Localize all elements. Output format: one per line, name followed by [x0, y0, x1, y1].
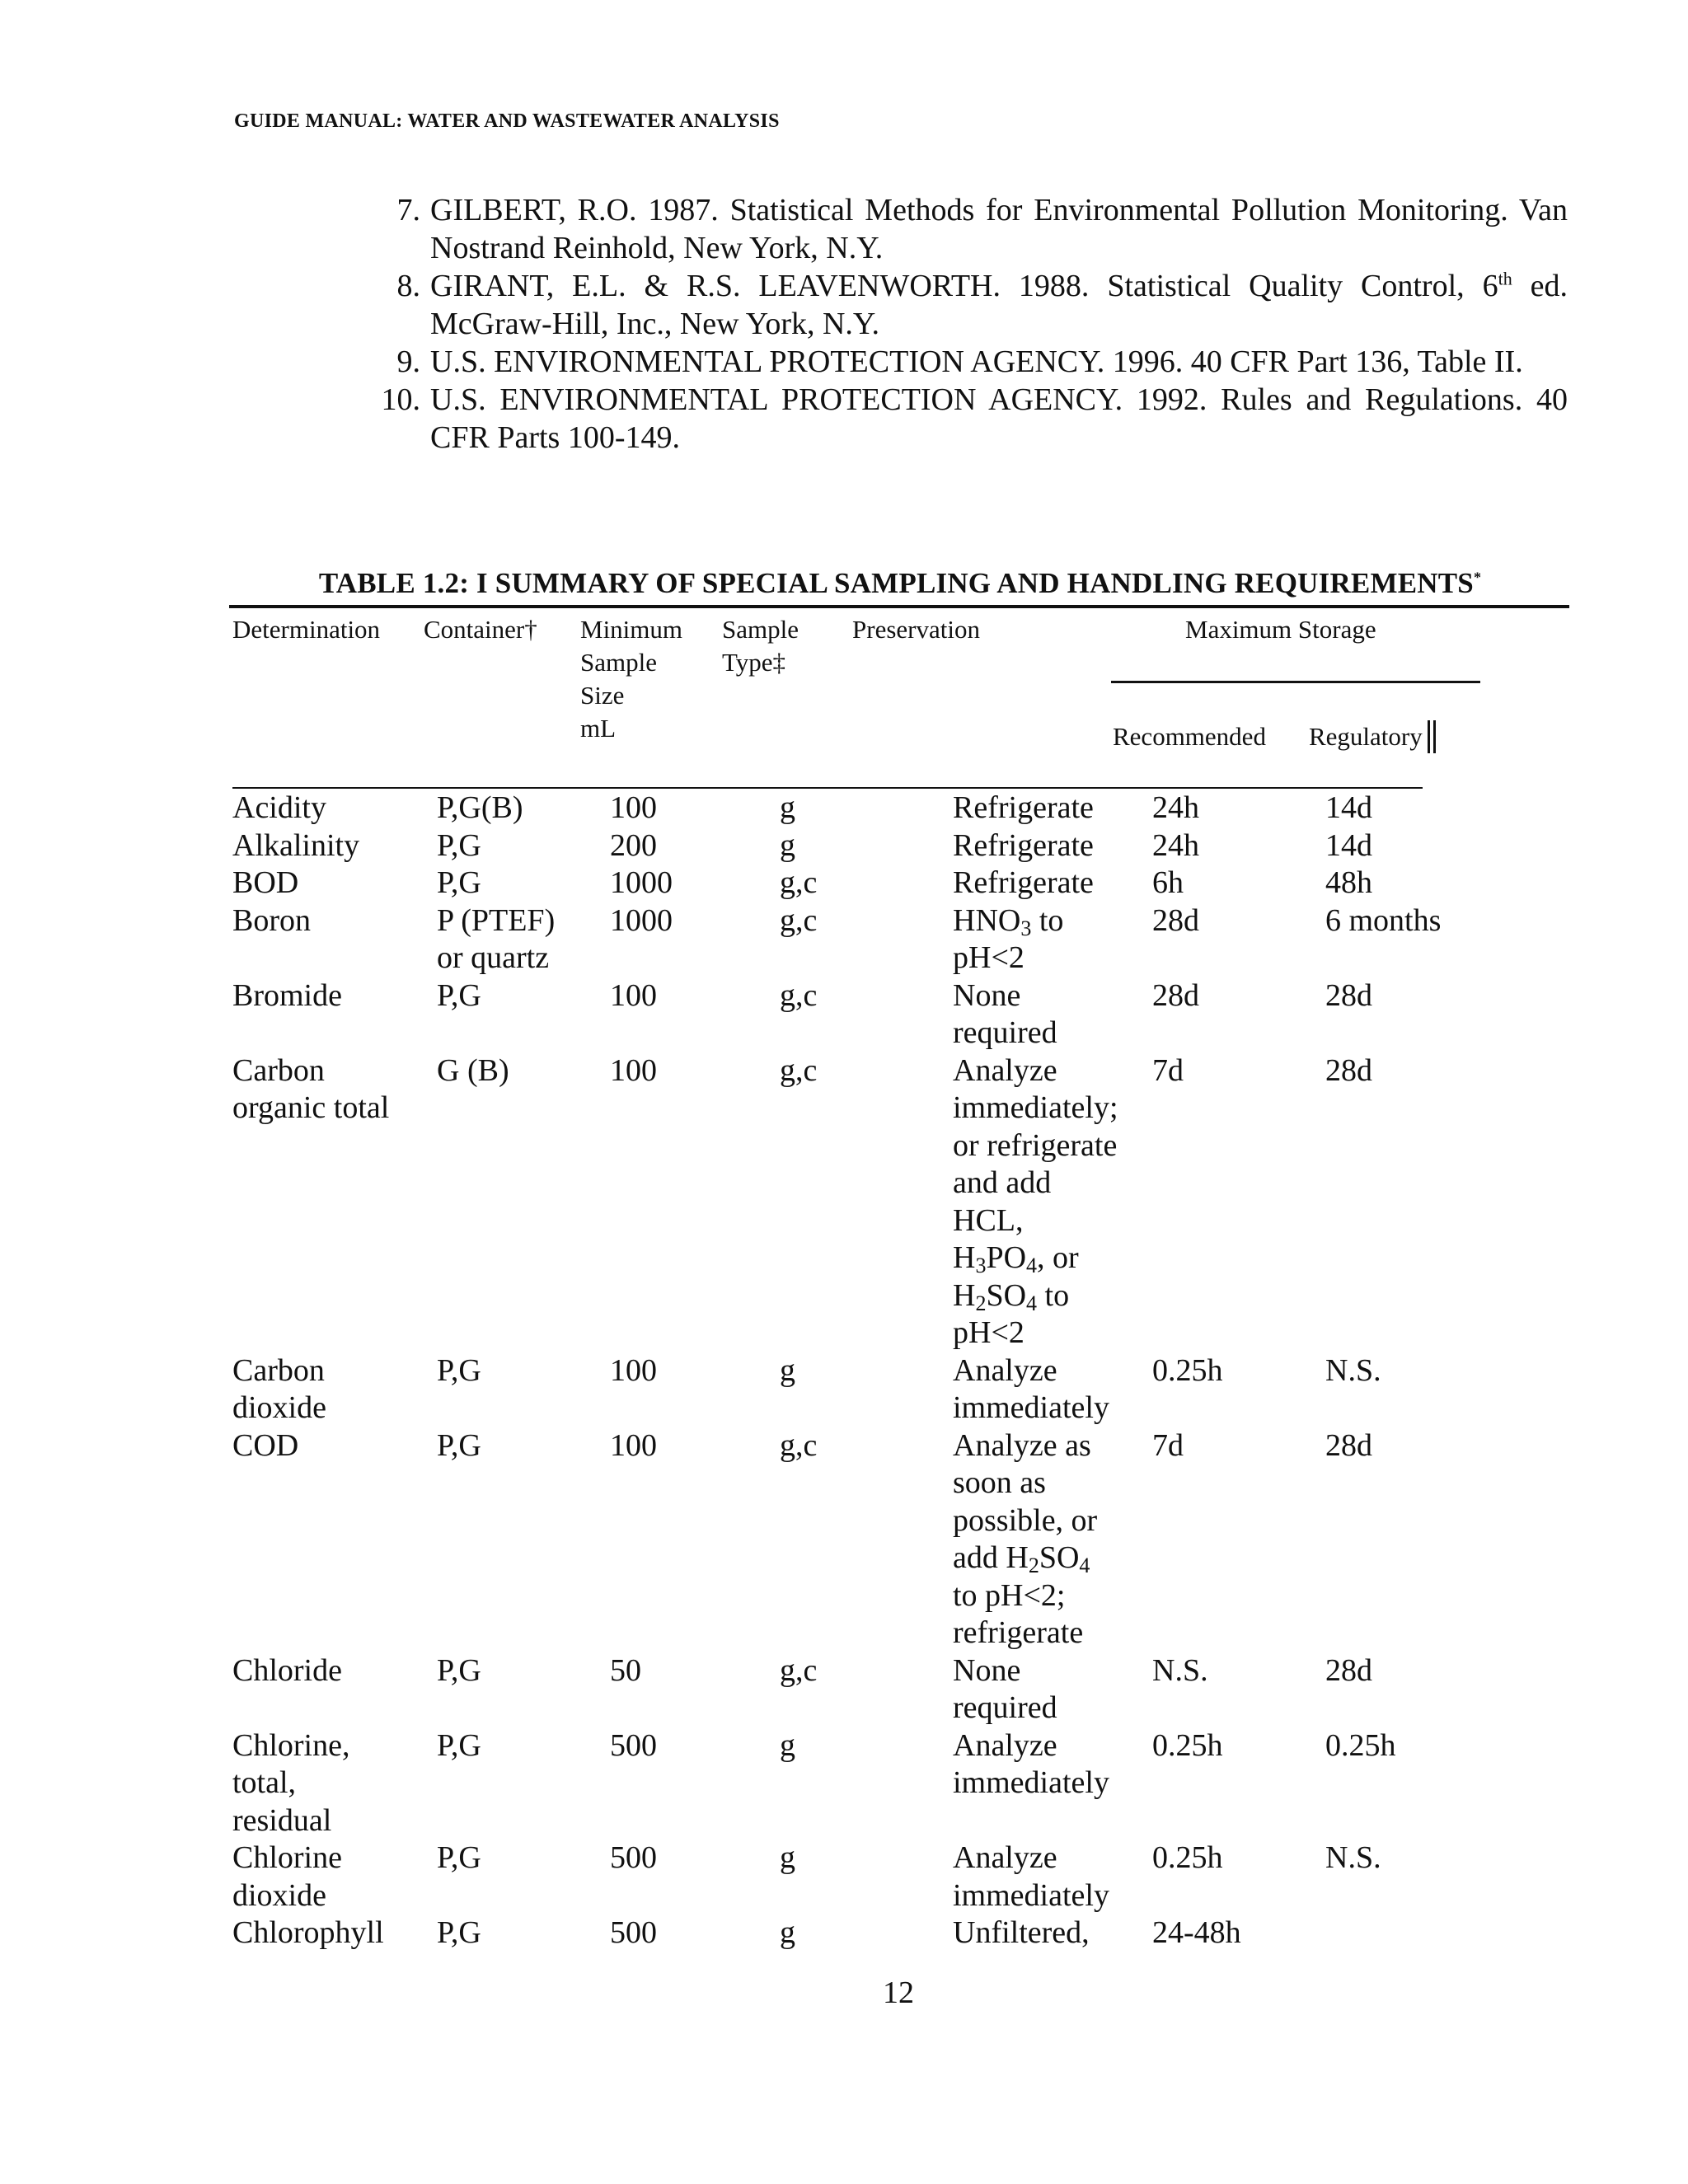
preservation-cell [953, 1840, 1142, 1915]
determination-cell [232, 827, 422, 865]
header-container: Container† [424, 615, 537, 644]
container-cell [437, 865, 585, 902]
container-cell-line: P,G [437, 865, 481, 900]
table-row [0, 1052, 1688, 1352]
determination-cell [232, 790, 422, 827]
regulatory-storage-cell: 28d [1325, 1052, 1372, 1088]
container-cell [437, 827, 585, 865]
sample-type-cell: g,c [780, 902, 818, 938]
sample-size-cell: 50 [610, 1652, 641, 1688]
determination-cell [232, 1840, 422, 1915]
determination-cell-line: Chlorophyll [232, 1915, 384, 1950]
sample-type-cell: g,c [780, 1052, 818, 1088]
header-line: Type‡ [722, 648, 786, 677]
header-regulatory-label: Regulatory [1309, 722, 1423, 751]
sample-size-cell: 100 [610, 1052, 657, 1088]
preservation-cell [953, 977, 1142, 1052]
table-row [0, 865, 1688, 902]
sample-size-cell: 100 [610, 790, 657, 825]
reference-item [376, 381, 1568, 457]
table-row [0, 1427, 1688, 1652]
preservation-cell-line: add $H_2SO_4$ [953, 1540, 1090, 1577]
determination-cell-line: BOD [232, 865, 299, 900]
header-preservation: Preservation [852, 615, 980, 644]
table-header-rule [232, 787, 1423, 789]
determination-cell-line: dioxide [232, 1390, 326, 1425]
preservation-cell-line: $H_2SO_4$ to [953, 1277, 1070, 1315]
reference-number: 10. [381, 382, 420, 417]
header-determination: Determination [232, 615, 381, 644]
regulatory-storage-cell: 14d [1325, 790, 1372, 825]
container-cell-line: P,G [437, 1652, 481, 1688]
recommended-storage-cell: 28d [1152, 977, 1199, 1013]
preservation-cell-line: soon as [953, 1465, 1046, 1500]
table-row [0, 827, 1688, 865]
preservation-cell-line: required [953, 1015, 1057, 1050]
preservation-cell-line: immediately [953, 1765, 1109, 1800]
preservation-cell [953, 1652, 1142, 1727]
container-cell [437, 977, 585, 1015]
determination-cell-line: residual [232, 1802, 332, 1838]
determination-cell-line: Chlorine, [232, 1727, 350, 1763]
container-cell-line: P,G [437, 1727, 481, 1763]
ordinal-superscript: th [1498, 268, 1512, 289]
preservation-cell-line: or refrigerate [953, 1127, 1118, 1163]
container-cell-line: P,G [437, 1427, 481, 1463]
regulatory-storage-cell: 6 months [1325, 902, 1442, 938]
header-line: Size [580, 681, 625, 710]
running-header: GUIDE MANUAL: WATER AND WASTEWATER ANALYSIS [234, 110, 780, 132]
header-line: Sample [580, 648, 657, 677]
header-maximum-storage: Maximum Storage [1185, 615, 1376, 644]
header-minimum-sample-size [580, 613, 682, 745]
preservation-cell [953, 1727, 1142, 1802]
determination-cell-line: Carbon [232, 1352, 325, 1388]
determination-cell-line: total, [232, 1765, 297, 1800]
reference-text-continued: ed. McGraw-Hill, Inc., New York, N.Y. [430, 269, 1568, 341]
container-cell-line: P,G(B) [437, 790, 523, 825]
container-cell [437, 1652, 585, 1690]
container-cell-line: P,G [437, 1352, 481, 1388]
preservation-cell [953, 1052, 1142, 1352]
preservation-cell-line: possible, or [953, 1502, 1098, 1538]
sample-size-cell: 200 [610, 827, 657, 863]
container-cell [437, 1052, 585, 1090]
table-row [0, 1652, 1688, 1727]
preservation-cell [953, 1352, 1142, 1427]
preservation-cell-line: Analyze [953, 1052, 1057, 1088]
reference-text: U.S. ENVIRONMENTAL PROTECTION AGENCY. 1996. 40 CFR Part 136, Table II. [430, 344, 1523, 379]
table-row [0, 1727, 1688, 1840]
reference-item [376, 343, 1568, 381]
header-line: Sample [722, 615, 799, 644]
regulatory-storage-cell: 0.25h [1325, 1727, 1396, 1763]
preservation-cell-line: $HNO_3$ to [953, 902, 1064, 940]
preservation-cell-line: Analyze [953, 1352, 1057, 1388]
sample-size-cell: 100 [610, 1427, 657, 1463]
recommended-storage-cell: 0.25h [1152, 1727, 1223, 1763]
recommended-storage-cell: N.S. [1152, 1652, 1208, 1688]
regulatory-storage-cell: 28d [1325, 977, 1372, 1013]
container-cell-line: P,G [437, 827, 481, 863]
container-cell-line: P (PTEF) [437, 902, 556, 938]
container-cell [437, 1727, 585, 1765]
table-row [0, 902, 1688, 977]
preservation-cell-line: Unfiltered, [953, 1915, 1090, 1950]
preservation-cell-line: Refrigerate [953, 865, 1094, 900]
regulatory-storage-cell: 28d [1325, 1427, 1372, 1463]
recommended-storage-cell: 24-48h [1152, 1915, 1241, 1950]
preservation-cell [953, 902, 1142, 977]
preservation-cell-line: pH<2 [953, 940, 1025, 975]
determination-cell [232, 1352, 422, 1427]
table-body [0, 790, 1688, 1952]
determination-cell-line: Boron [232, 902, 311, 938]
table-row [0, 1915, 1688, 1952]
sample-type-cell: g,c [780, 865, 818, 900]
recommended-storage-cell: 0.25h [1152, 1840, 1223, 1875]
regulatory-storage-cell: 28d [1325, 1652, 1372, 1688]
reference-text: GIRANT, E.L. & R.S. LEAVENWORTH. 1988. Statistical Quality Control, 6 [430, 269, 1498, 303]
recommended-storage-cell: 7d [1152, 1427, 1184, 1463]
table-top-rule [229, 605, 1569, 608]
determination-cell-line: Bromide [232, 977, 342, 1013]
reference-list [376, 191, 1568, 457]
container-cell [437, 1915, 585, 1952]
determination-cell [232, 902, 422, 940]
regulatory-storage-cell: N.S. [1325, 1352, 1381, 1388]
preservation-cell-line: $H_3PO_4$, or [953, 1240, 1079, 1277]
container-cell-line: G (B) [437, 1052, 509, 1088]
table-title-footnote-mark: * [1473, 569, 1482, 586]
preservation-cell [953, 827, 1142, 865]
sample-type-cell: g,c [780, 1652, 818, 1688]
preservation-cell [953, 1427, 1142, 1652]
preservation-cell-line: and add [953, 1165, 1052, 1200]
sample-type-cell: g,c [780, 977, 818, 1013]
preservation-cell-line: Analyze [953, 1727, 1057, 1763]
sample-size-cell: 500 [610, 1727, 657, 1763]
preservation-cell-line: immediately; [953, 1090, 1118, 1125]
determination-cell-line: dioxide [232, 1877, 326, 1913]
regulatory-storage-cell: 48h [1325, 865, 1372, 900]
determination-cell-line: Acidity [232, 790, 326, 825]
container-cell-line: P,G [437, 977, 481, 1013]
recommended-storage-cell: 6h [1152, 865, 1184, 900]
table-title [231, 567, 1569, 600]
footnote-double-bar-icon [1428, 720, 1436, 753]
preservation-cell-line: Refrigerate [953, 827, 1094, 863]
determination-cell-line: Chloride [232, 1652, 342, 1688]
preservation-cell-line: immediately [953, 1390, 1109, 1425]
determination-cell [232, 1915, 422, 1952]
regulatory-storage-cell: N.S. [1325, 1840, 1381, 1875]
preservation-cell-line: refrigerate [953, 1615, 1084, 1650]
reference-item [376, 191, 1568, 267]
preservation-cell-line: None [953, 1652, 1021, 1688]
preservation-cell [953, 790, 1142, 827]
table-row [0, 1840, 1688, 1915]
preservation-cell-line: None [953, 977, 1021, 1013]
sample-type-cell: g [780, 1840, 795, 1875]
reference-text: GILBERT, R.O. 1987. Statistical Methods for Environmental Pollution Monitoring. Van Nostrand Reinhold, New York, N.Y. [430, 193, 1568, 265]
container-cell-line: P,G [437, 1915, 481, 1950]
preservation-cell-line: pH<2 [953, 1315, 1025, 1350]
table-title-text: TABLE 1.2: I SUMMARY OF SPECIAL SAMPLING AND HANDLING REQUIREMENTS [318, 567, 1474, 599]
preservation-cell [953, 1915, 1142, 1952]
determination-cell-line: Carbon [232, 1052, 325, 1088]
recommended-storage-cell: 0.25h [1152, 1352, 1223, 1388]
reference-text: U.S. ENVIRONMENTAL PROTECTION AGENCY. 1992. Rules and Regulations. 40 CFR Parts 100-149. [430, 382, 1568, 455]
header-recommended: Recommended [1113, 722, 1266, 751]
sample-type-cell: g [780, 1352, 795, 1388]
determination-cell-line: Alkalinity [232, 827, 360, 863]
reference-item [376, 267, 1568, 343]
sample-size-cell: 100 [610, 977, 657, 1013]
sample-type-cell: g,c [780, 1427, 818, 1463]
table-row [0, 977, 1688, 1052]
preservation-cell-line: Analyze [953, 1840, 1057, 1875]
determination-cell [232, 977, 422, 1015]
recommended-storage-cell: 28d [1152, 902, 1199, 938]
determination-cell-line: Chlorine [232, 1840, 342, 1875]
sample-type-cell: g [780, 790, 795, 825]
preservation-cell-line: HCL, [953, 1202, 1024, 1238]
header-line: mL [580, 714, 617, 743]
storage-group-rule [1111, 681, 1480, 683]
recommended-storage-cell: 7d [1152, 1052, 1184, 1088]
container-cell [437, 1427, 585, 1465]
determination-cell-line: organic total [232, 1090, 390, 1125]
reference-number: 9. [396, 344, 420, 379]
reference-number: 7. [396, 193, 420, 227]
recommended-storage-cell: 24h [1152, 827, 1199, 863]
page-number: 12 [883, 1975, 914, 2010]
container-cell-line: or quartz [437, 940, 550, 975]
preservation-cell-line: Analyze as [953, 1427, 1091, 1463]
container-cell-line: P,G [437, 1840, 481, 1875]
determination-cell [232, 1427, 422, 1465]
container-cell [437, 902, 585, 977]
sample-size-cell: 1000 [610, 865, 673, 900]
sample-size-cell: 500 [610, 1915, 657, 1950]
determination-cell [232, 865, 422, 902]
preservation-cell-line: required [953, 1690, 1057, 1725]
determination-cell-line: COD [232, 1427, 299, 1463]
container-cell [437, 1352, 585, 1390]
sample-size-cell: 500 [610, 1840, 657, 1875]
reference-number: 8. [396, 269, 420, 303]
container-cell [437, 790, 585, 827]
preservation-cell-line: to pH<2; [953, 1577, 1066, 1613]
preservation-cell-line: Refrigerate [953, 790, 1094, 825]
sample-size-cell: 100 [610, 1352, 657, 1388]
table-row [0, 1352, 1688, 1427]
determination-cell [232, 1652, 422, 1690]
header-sample-type [722, 613, 799, 679]
table-row [0, 790, 1688, 827]
header-regulatory [1309, 720, 1436, 753]
recommended-storage-cell: 24h [1152, 790, 1199, 825]
header-line: Minimum [580, 615, 683, 644]
determination-cell [232, 1727, 422, 1840]
sample-type-cell: g [780, 827, 795, 863]
preservation-cell [953, 865, 1142, 902]
sample-type-cell: g [780, 1727, 795, 1763]
sample-size-cell: 1000 [610, 902, 673, 938]
regulatory-storage-cell: 14d [1325, 827, 1372, 863]
determination-cell [232, 1052, 422, 1127]
container-cell [437, 1840, 585, 1877]
preservation-cell-line: immediately [953, 1877, 1109, 1913]
sample-type-cell: g [780, 1915, 795, 1950]
